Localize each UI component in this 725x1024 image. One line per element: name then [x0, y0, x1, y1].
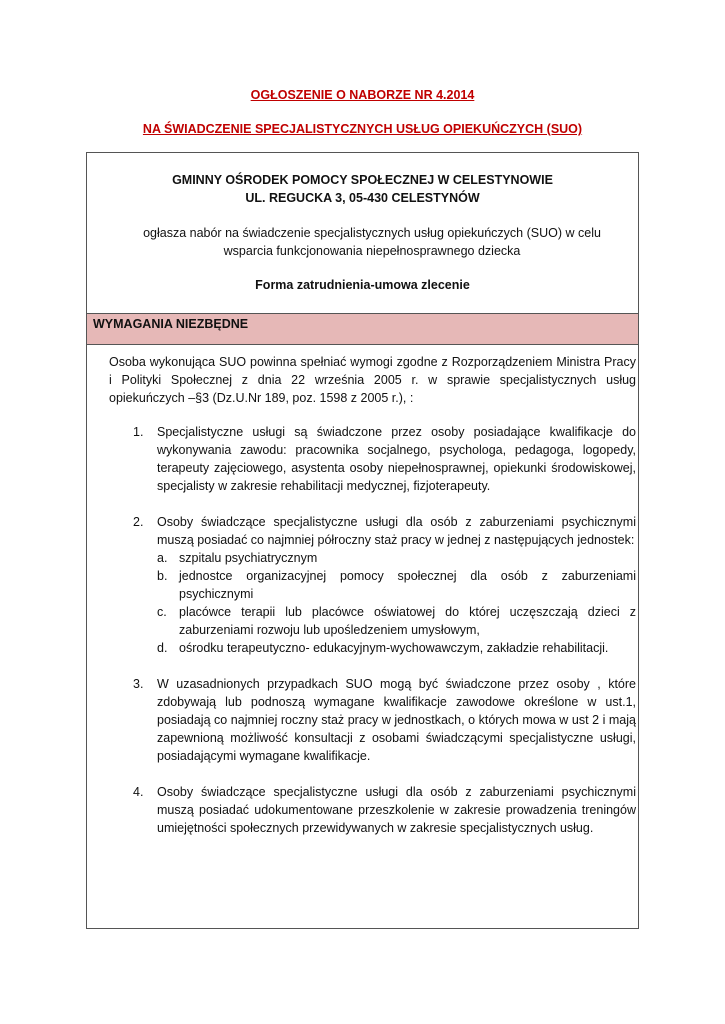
facility-item [157, 639, 636, 657]
item-text: Osoby świadczące specjalistyczne usługi dla osób z zaburzeniami psychicznymi muszą posiadać co najmniej półroczny staż pracy w jednej z następujących jednostek: [157, 515, 636, 547]
requirement-item [109, 513, 636, 657]
facility-item [157, 567, 636, 603]
item-text: Specjalistyczne usługi są świadczone przez osoby posiadające kwalifikacje do wykonywania zawodu: pracownika socjalnego, psychologa, pedagoga, logopedy, terapeuty zajęciowego, asystenta osoby niepełnosprawnej, opiekunki środowiskowej, specjalisty w zakresie rehabilitacji medycznej, fizjoterapeuty. [157, 425, 636, 493]
facility-text: placówce terapii lub placówce oświatowej do której uczęszczają dzieci z zaburzeniami rozwoju lub upośledzeniem umysłowym, [179, 605, 636, 637]
organization-section [87, 153, 638, 313]
item-number: 1. [133, 425, 144, 439]
requirements-body [109, 353, 636, 855]
facility-letter: d. [157, 641, 168, 655]
organization-name: GMINNY OŚRODEK POMOCY SPOŁECZNEJ W CELESTYNOWIE [172, 173, 553, 187]
facility-text: ośrodku terapeutyczno- edukacyjnym-wychowawczym, zakładzie rehabilitacji. [179, 641, 609, 655]
item-number: 3. [133, 677, 144, 691]
employment-form: Forma zatrudnienia-umowa zlecenie [255, 278, 470, 292]
item-text: W uzasadnionych przypadkach SUO mogą być świadczone przez osoby , które zdobywają lub podnoszą wymagane kwalifikacje zawodowe określone w ust.1, posiadają co najmniej roczny staż pracy w jednostkach, o których mowa w ust 2 i mają zapewnioną możliwość konsultacji z osobami świadczącymi specjalistyczne usługi, posiadającymi wymagane kwalifikacje. [157, 677, 636, 763]
requirements-header-label: WYMAGANIA NIEZBĘDNE [93, 317, 249, 331]
requirement-item [109, 423, 636, 495]
facility-item [157, 603, 636, 639]
item-number: 4. [133, 785, 144, 799]
announcement-title: OGŁOSZENIE O NABORZE NR 4.2014 [250, 88, 475, 102]
announcement-subtitle: NA ŚWIADCZENIE SPECJALISTYCZNYCH USŁUG OPIEKUŃCZYCH (SUO) [142, 122, 583, 136]
organization-address: UL. REGUCKA 3, 05-430 CELESTYNÓW [245, 191, 480, 205]
facility-letter: b. [157, 569, 168, 583]
requirements-header [87, 313, 638, 345]
facility-item [157, 549, 636, 567]
facility-letter: a. [157, 551, 168, 565]
requirements-intro: Osoba wykonująca SUO powinna spełniać wymogi zgodne z Rozporządzeniem Ministra Pracy i Polityki Społecznej z dnia 22 września 2005 r. w sprawie specjalistycznych usług opiekuńczych –§3 (Dz.U.Nr 189, poz. 1598 z 2005 r.), : [109, 355, 636, 405]
requirements-list [109, 423, 636, 837]
facility-text: szpitalu psychiatrycznym [179, 551, 318, 565]
announcement-text: ogłasza nabór na świadczenie specjalistycznych usług opiekuńczych (SUO) w celu wsparcia funkcjonowania niepełnosprawnego dziecka [143, 226, 601, 258]
requirement-item [109, 783, 636, 837]
item-text: Osoby świadczące specjalistyczne usługi dla osób z zaburzeniami psychicznymi muszą posiadać udokumentowane przeszkolenie w zakresie prowadzenia treningów umiejętności społecznych przewidywanych w zakresie specjalistycznych usług. [157, 785, 636, 835]
facility-text: jednostce organizacyjnej pomocy społecznej dla osób z zaburzeniami psychicznymi [179, 569, 636, 601]
facility-letter: c. [157, 605, 167, 619]
announcement-table [86, 152, 639, 929]
requirement-item [109, 675, 636, 765]
facility-list [157, 549, 636, 657]
item-number: 2. [133, 515, 144, 529]
